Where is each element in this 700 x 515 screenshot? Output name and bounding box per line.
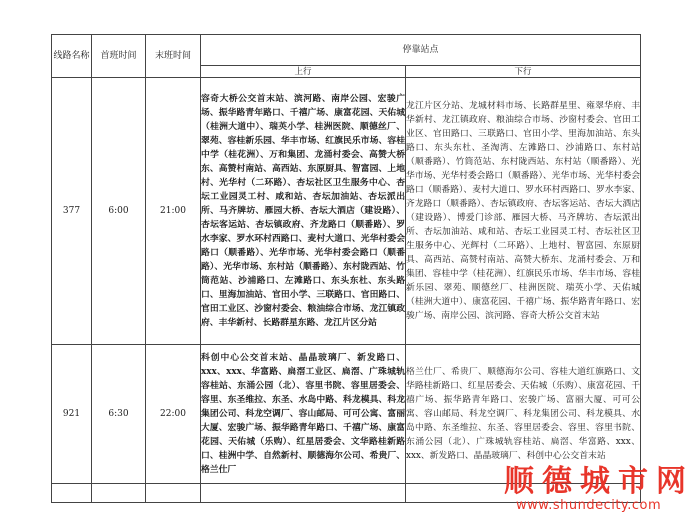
first-bus-time: 6:00 bbox=[92, 78, 146, 345]
header-upbound: 上行 bbox=[201, 66, 406, 78]
downbound-stops: 格兰仕厂、希贵厂、顺德海尔公司、容桂大道红旗路口、文华路桂新路口、红星居委会、天佑城（乐购）、康富花园、千禧广场、振华路青年路口、宏骏广场、富丽大厦、可可公寓、容山邮局、科龙空调厂、科龙集团公司、科龙模具、水岛中路、东圣维拉、东圣、容里居委会、容里、容里书院、东涌公园（北）、广珠城轨容桂站、扁滘、华富路、xxx、xxx、新发路口、晶晶玻璃厂、科创中心公交首末站 bbox=[406, 345, 641, 484]
header-downbound: 下行 bbox=[406, 66, 641, 78]
route-number: 377 bbox=[52, 78, 92, 345]
upbound-stops: 容奇大桥公交首末站、滨河路、南岸公园、宏骏广场、振华路青年路口、千禧广场、康富花园、天佑城（桂洲大道中）、瑞英小学、桂洲医院、顺德丝厂、翠苑、容桂新乐园、华丰市场、红旗民乐市场、容桂中学（桂花洲）、万和集团、龙涌村委会、高赞大桥东、高赞村南站、高西站、东原厨具、智富园、上地村、光华村（二环路）、杏坛社区卫生服务中心、杏坛工业园灵工村、咸和站、杏坛加油站、杏坛派出所、马齐牌坊、雁园大桥、杏坛大酒店（建设路）、杏坛客运站、杏坛镇政府、齐龙路口（顺番路）、罗水李家、罗水环村西路口、麦村大道口、光华村委会路口（顺番路）、光华市场、光华村委会路口（顺番路）、光华市场、东村站（顺番路）、东村陇西站、竹筒范站、沙浦路口、左滩路口、东头东杜、东头路口、里海加油站、官田小学、三联路口、官田路口、官田工业区、沙窗村委会、粮油综合市场、龙江镇政府、丰华新村、长路群星东路、龙江片区分站 bbox=[201, 78, 406, 345]
table-row bbox=[52, 345, 641, 484]
header-stops: 停靠站点 bbox=[201, 35, 641, 66]
last-bus-time: 22:00 bbox=[146, 345, 201, 484]
bus-schedule-table bbox=[51, 34, 641, 503]
header-first-time: 首班时间 bbox=[92, 35, 146, 78]
site-watermark bbox=[486, 465, 696, 515]
route-number: 921 bbox=[52, 345, 92, 484]
header-route-name: 线路名称 bbox=[52, 35, 92, 78]
first-bus-time: 6:30 bbox=[92, 345, 146, 484]
downbound-stops: 龙江片区分站、龙城材料市场、长路群星里、雍翠华府、丰华新村、龙江镇政府、粮油综合市场、沙窗村委会、官田工业区、官田路口、三联路口、官田小学、里海加油站、东头路口、东头东杜、圣淘湾、左滩路口、沙浦路口、东村站（顺番路）、竹筒范站、东村陇西站、东村站（顺番路）、光华市场、光华村委会路口（顺番路）、光华市场、光华村委会路口（顺番路）、麦村大道口、罗水环村西路口、罗水李家、齐龙路口（顺番路）、杏坛镇政府、杏坛客运站、杏坛大酒店（建设路）、博爱门诊部、雁园大桥、马齐牌坊、杏坛派出所、杏坛加油站、咸和站、杏坛工业园灵工村、杏坛社区卫生服务中心、光辉村（二环路）、上地村、智富园、东原厨具、高西站、高赞村南站、高赞大桥东、龙涌村委会、万和集团、容桂中学（桂花洲）、红旗民乐市场、华丰市场、容桂新乐园、翠苑、顺德丝厂、桂洲医院、瑞英小学、天佑城（桂洲大道中）、康富花园、千禧广场、振华路青年路口、宏骏广场、南岸公园、滨河路、容奇大桥公交首末站 bbox=[406, 78, 641, 345]
watermark-title: 顺德城市网 bbox=[504, 464, 694, 499]
upbound-stops: 科创中心公交首末站、晶晶玻璃厂、新发路口、xxx、xxx、华富路、扁滘工业区、扁滘、广珠城轨容桂站、东涌公园（北）、容里书院、容里居委会、容里、东圣维拉、东圣、水岛中路、科龙模具、科龙集团公司、科龙空调厂、容山邮局、可可公寓、富丽大厦、宏骏广场、振华路青年路口、千禧广场、康富花园、天佑城（乐购）、红星居委会、文华路桂新路口、桂洲中学、自然新村、顺德海尔公司、希贵厂、格兰仕厂 bbox=[201, 345, 406, 484]
watermark-url: www.shundecity.com bbox=[516, 498, 662, 513]
header-last-time: 末班时间 bbox=[146, 35, 201, 78]
table-row bbox=[52, 78, 641, 345]
header-row bbox=[52, 35, 641, 66]
last-bus-time: 21:00 bbox=[146, 78, 201, 345]
